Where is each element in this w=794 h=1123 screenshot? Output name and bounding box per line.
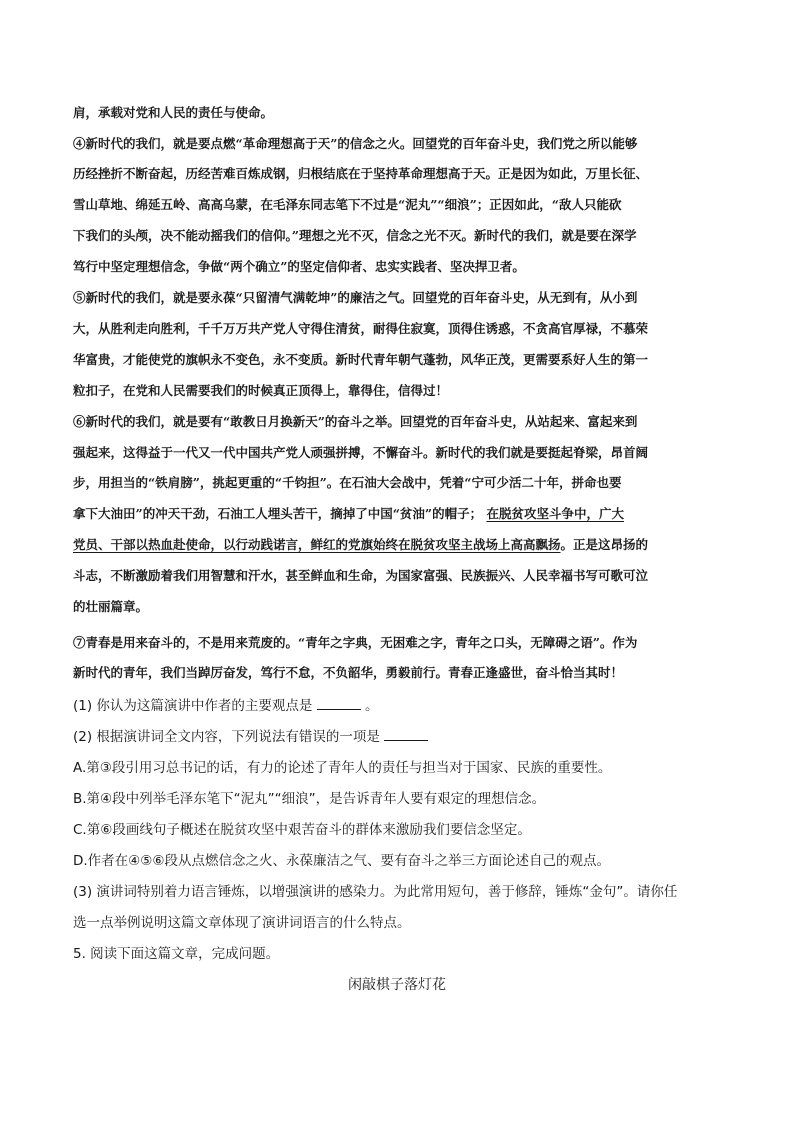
option-c: C.第⑥段画线句子概述在脱贫攻坚中艰苦奋斗的群体来激励我们要信念坚定。 [73,822,531,838]
answer-blank[interactable] [317,697,361,710]
paragraph-line: ⑦青春是用来奋斗的，不是用来荒废的。“青年之字典，无困难之字，青年之口头，无障碍之语”。作为 [73,635,638,650]
question-1-suffix: 。 [365,698,379,714]
paragraph-line: 下我们的头颅，决不能动摇我们的信仰。”理想之光不灭，信念之光不灭。新时代的我们，就是要在深学 [73,228,637,243]
paragraph-line [73,536,713,554]
paragraph-line: 粒扣子，在党和人民需要我们的时候真正顶得上，靠得住，信得过！ [73,383,449,398]
paragraph-line: ④新时代的我们，就是要点燃“革命理想高于天”的信念之火。回望党的百年奋斗史，我们党之所以能够 [73,136,638,151]
paragraph-line: 步，用担当的“铁肩膀”，挑起更重的“千钧担”。在石油大会战中，凭着“宁可少活二十年，拼命也要 [73,475,622,490]
question-5: 5. 阅读下面这篇文章，完成问题。 [73,946,280,962]
question-1 [73,697,723,715]
paragraph-line: 大，从胜利走向胜利，千千万万共产党人守得住清贫，耐得住寂寞，顶得住诱惑，不贪高官厚禄，不慕荣 [73,321,649,336]
paragraph-line [73,505,713,523]
paragraph-line: 强起来，这得益于一代又一代中国共产党人顽强拼搏，不懈奋斗。新时代的我们就是要挺起脊梁，昂首阔 [73,445,649,460]
paragraph-line: 历经挫折不断奋起，历经苦难百炼成钢，归根结底在于坚持革命理想高于天。正是因为如此，万里长征、 [73,166,649,181]
question-3-line: 选一点举例说明这篇文章体现了演讲词语言的什么特点。 [73,915,411,931]
underlined-sentence-start: 在脱贫攻坚斗争中，广大 [486,506,624,521]
paragraph-line: 雪山草地、绵延五岭、高高乌蒙，在毛泽东同志笔下不过是“泥丸”“细浪”；正因如此，“敌人只能砍 [73,197,622,212]
article-title: 闲敲棋子落灯花 [348,977,446,993]
paragraph-line: ⑤新时代的我们，就是要永葆“只留清气满乾坤”的廉洁之气。回望党的百年奋斗史，从无到有，从小到 [73,290,638,305]
option-a: A.第③段引用习总书记的话，有力的论述了青年人的责任与担当对于国家、民族的重要性。 [73,760,612,776]
paragraph-text: 拿下大油田”的冲天干劲，石油工人埋头苦干，摘掉了中国“贫油”的帽子； [73,506,483,521]
paragraph-line: 华富贵，才能使党的旗帜永不变色，永不变质。新时代青年朝气蓬勃，风华正茂，更需要系好人生的第一 [73,352,649,367]
paragraph-line: 肩，承载对党和人民的责任与使命。 [73,105,274,120]
underlined-sentence: 党员、干部以热血赴使命，以行动践诺言，鲜红的党旗始终在脱贫攻坚主战场上高高飘扬 [73,537,561,552]
option-b: B.第④段中列举毛泽东笔下“泥丸”“细浪”，是告诉青年人要有艰定的理想信念。 [73,791,546,807]
answer-blank[interactable] [384,728,428,741]
paragraph-line: 的壮丽篇章。 [73,599,149,614]
paragraph-line: 新时代的青年，我们当踔厉奋发，笃行不怠，不负韶华，勇毅前行。青春正逢盛世，奋斗恰当其时！ [73,665,624,680]
paragraph-text: 。正是这昂扬的 [560,537,649,552]
question-3-line: (3) 演讲词特别着力语言锤炼，以增强演讲的感染力。为此常用短句，善于修辞，锤炼“金句”。请你任 [73,884,678,900]
question-2 [73,728,723,746]
question-2-text: (2) 根据演讲词全文内容，下列说法有错误的一项是 [73,729,380,745]
paragraph-line: ⑥新时代的我们，就是要有“敢教日月换新天”的奋斗之举。回望党的百年奋斗史，从站起来、富起来到 [73,414,638,429]
paragraph-line: 斗志，不断激励着我们用智慧和汗水，甚至鲜血和生命，为国家富强、民族振兴、人民幸福书写可歌可泣 [73,568,649,583]
paragraph-line: 笃行中坚定理想信念，争做“两个确立”的坚定信仰者、忠实实践者、坚决捍卫者。 [73,259,525,274]
option-d: D.作者在④⑤⑥段从点燃信念之火、永葆廉洁之气、要有奋斗之举三方面论述自己的观点。 [73,853,610,869]
question-1-text: (1) 你认为这篇演讲中作者的主要观点是 [73,698,313,714]
